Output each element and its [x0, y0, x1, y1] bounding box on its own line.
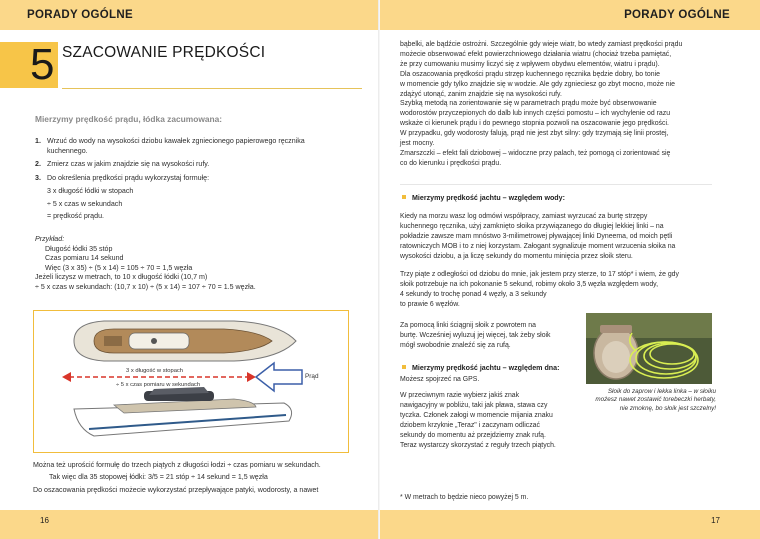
paragraph: Za pomocą linki ściągnij słoik z powrotem na burtę. Wcześniej wyluzuj jej więcej, tak żeby słoik mógł swobodnie znaleźć się za rufą.: [400, 322, 551, 349]
label-time: ÷ 5 x czas pomiaru w sekundach: [116, 382, 201, 388]
yacht-diagram: [33, 310, 349, 453]
paragraph: W przeciwnym razie wybierz jakiś znak nawigacyjny w pobliżu, taki jak pława, stawa czy tyczka. Członek załogi w momencie mijania znaku dziobem krzyknie „Teraz" i zaczynam odliczać sekundy do momentu aż przejdziemy znak rufą. Teraz wystarczy skorzystać z reguły trzech piątych.: [400, 392, 556, 449]
paragraph: Kiedy na morzu wasz log odmówi współpracy, zamiast wyrzucać za burtę strzępy kuchennego ręcznika, użyj zamknięto słoika przywiązanego do długiej lekkiej linki – na pokładzie zawsze mam mnóstwo 3-milimetrowej pływającej linki Dyneema, od moich pętli ratowniczych MOB i to z niej korzystam. Załogant sygnalizuje moment wrzucenia słoika na wysokości dziobu, a ja liczę sekundy do momentu minięcia przez słoik steru.: [400, 213, 676, 260]
section-heading: Mierzymy prędkość jachtu – względem wody:: [402, 194, 565, 202]
header-title: PORADY OGÓLNE: [27, 9, 133, 21]
yacht-side-view: [74, 387, 292, 436]
paragraph: bąbelki, ale bądźcie ostrożni. Szczególnie gdy wieje wiatr, bo wtedy zamiast prędkości prądu możecie obserwować efekt powierzchniowego działania wiatru (chociaż trzeba pamiętać, że przy cumowaniu musimy liczyć się z wpływem obydwu elementów, wiatru i prądu). Dla oszacowania prędkości prądu strzęp kuchennego ręcznika będzie dobry, bo tonie w momencie gdy tylko znajdzie się w wodzie. Ale gdy zgnieciesz go zbyt mocno, może nie zdążyć utonąć, zanim znajdzie się na wysokości rufy. Szybką metodą na zorientowanie się w parametrach prądu może być obserwowanie wodorostów przyczepionych do dalb lub innych części pomostu – ich wychylenie od razu wskaże ci kierunek prądu i do pewnego stopnia pozwoli na oszacowanie jego prędkości. W przypadku, gdy wodorosty falują, prąd nie jest zbyt silny: gdy trzymają się linii prostej, jest mocny. Zmarszczki – efekt fali dziobowej – widoczne przy palach, też pomogą ci zorientować się co do kierunku i prędkości prądu.: [400, 41, 683, 167]
section-title: SZACOWANIE PRĘDKOŚCI: [62, 44, 266, 61]
list-item: 3. Do określenia prędkości prądu wykorzystaj formułę:: [35, 173, 210, 182]
list-item: 1. Wrzuć do wody na wysokości dziobu kawałek zgniecionego papierowego ręcznika kuchennego.: [35, 137, 305, 156]
right-page: [380, 0, 760, 539]
footnote: * W metrach to będzie nieco powyżej 5 m.: [400, 494, 529, 501]
current-arrow-icon: [256, 363, 302, 391]
paragraph: Trzy piąte z odległości od dziobu do mnie, jak jestem przy sterze, to 17 stóp* i wiem, że gdy słoik potrzebuje na ich pokonanie 5 sekund, robimy około 3,5 węzła względem wody, 4 sekundy to trochę ponad 4 węzły, a 3 sekundy to prawie 6 węzłów.: [400, 271, 679, 308]
section-heading: Mierzymy prędkość jachtu – względem dna:: [402, 364, 559, 372]
subheading: Mierzymy prędkość prądu, łódka zacumowana:: [35, 114, 223, 124]
title-rule: [62, 88, 362, 89]
steps-list: [35, 136, 355, 186]
formula: 3 x długość łódki w stopach ÷ 5 x czas w sekundach = prędkość prądu.: [47, 187, 134, 220]
jar-photo: [586, 313, 712, 384]
example: Przykład: Długość łódki 35 stóp Czas pomiaru 14 sekund Więc (3 x 35) ÷ (5 x 14) = 105 ÷ 70 = 1,5 węzła Jeżeli liczysz w metrach, to 10 x długość łódki (10,7 m) ÷ 5 x czas w sekundach: (10,7 x 10) ÷ (5 x 14) = 107 ÷ 70 = 1.5 węzła.: [35, 235, 256, 291]
page-number: 17: [711, 516, 720, 525]
yacht-top-view: [74, 321, 296, 361]
page-number: 16: [40, 516, 49, 525]
current-label: Prąd: [305, 373, 319, 380]
bottom-text: Można też uprościć formułę do trzech piątych z długości łodzi ÷ czas pomiaru w sekundach. Tak więc dla 35 stopowej łódki: 3/5 = 21 stóp ÷ 14 sekund = 1,5 węzła Do oszacowania prędkości możecie wykorzystać przepływające patyki, wodorosty, a nawet: [33, 461, 321, 494]
divider: [400, 184, 712, 185]
list-item: 2. Zmierz czas w jakim znajdzie się na wysokości rufy.: [35, 160, 210, 169]
photo-caption: Słoik do zaprow i lekka linka – w słoiku możesz nawet zostawić torebeczki herbaty, nie zmoknę, bo słoik jest szczelny!: [595, 388, 716, 412]
bullet-icon: [402, 195, 406, 199]
section-number: 5: [30, 40, 55, 89]
subheading-note: Możesz spojrzeć na GPS.: [400, 376, 480, 383]
jar-with-line-image: [586, 313, 712, 384]
footer-bar: [380, 510, 760, 539]
bullet-icon: [402, 365, 406, 369]
footer-bar: [0, 510, 380, 539]
label-length: 3 x długość w stopach: [126, 368, 184, 374]
header-title: PORADY OGÓLNE: [624, 9, 730, 21]
